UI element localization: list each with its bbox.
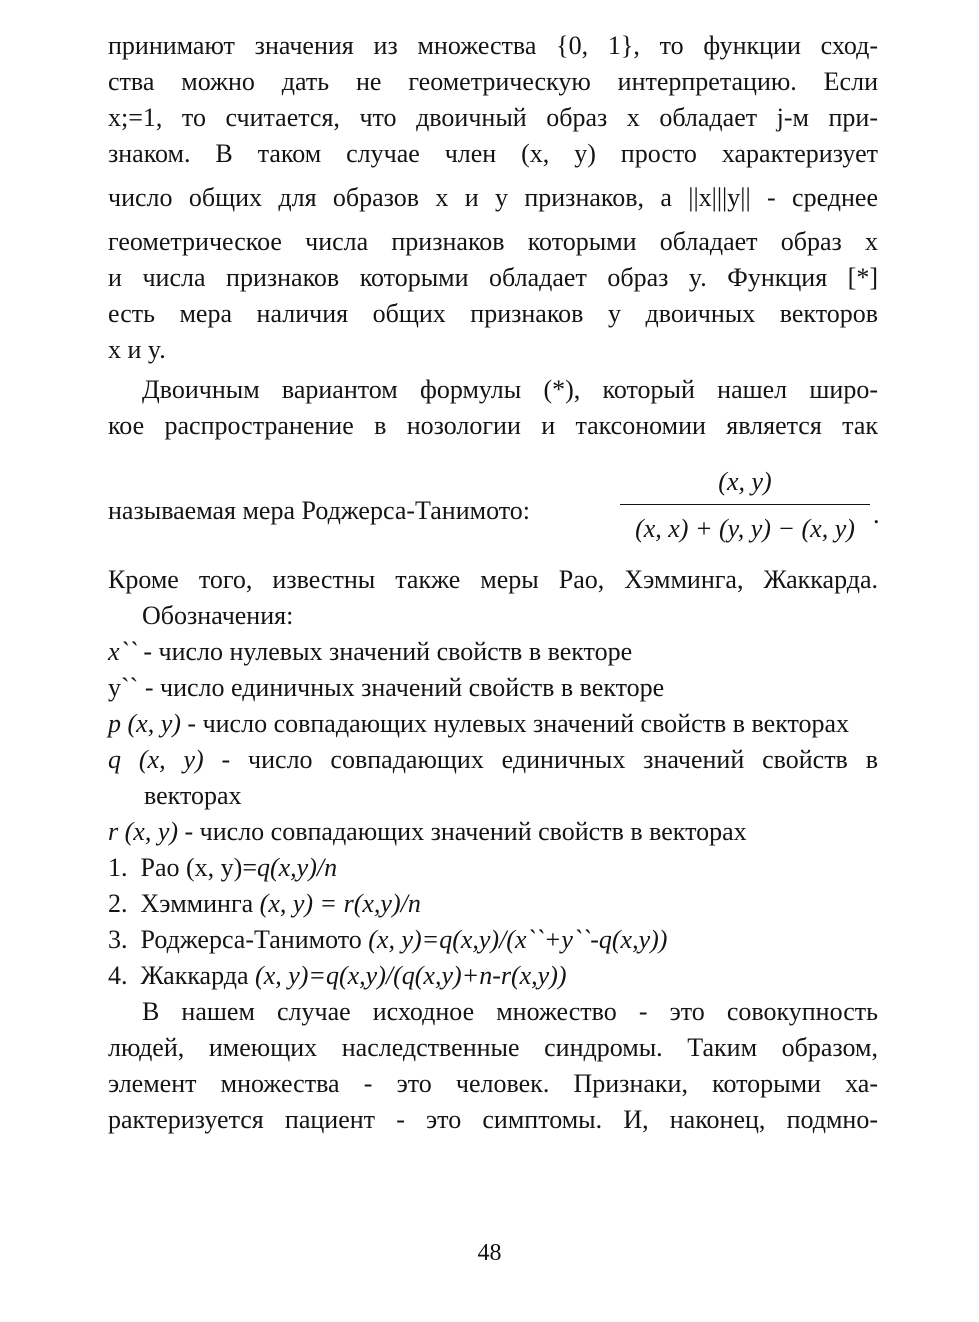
measure-item	[108, 922, 878, 958]
measure-name: Хэмминга	[140, 889, 260, 918]
measure-item	[108, 958, 878, 994]
measure-expression: (x, y)=q(x,y)/(x``+y``-q(x,y))	[368, 925, 668, 954]
definition-item	[108, 706, 878, 742]
definition-item	[108, 814, 878, 850]
definition-text: - число единичных значений свойств в векторе	[138, 673, 665, 702]
definition-item	[108, 634, 878, 670]
definition-text: - число совпадающих значений свойств в векторах	[178, 817, 747, 846]
measure-expression: (x, y)=q(x,y)/(q(x,y)+n-r(x,y))	[255, 961, 567, 990]
paragraph-top	[108, 28, 878, 444]
text-line: В нашем случае исходное множество - это совокупность	[142, 997, 878, 1026]
measure-name: Рао (x, y)=	[140, 853, 257, 882]
text-line: элемент множества - это человек. Признаки, которыми ха-	[108, 1069, 878, 1098]
measure-expression: q(x,y)/n	[256, 853, 338, 882]
measure-item	[108, 886, 878, 922]
definition-symbol: p (x, y)	[108, 709, 181, 738]
definition-text: - число нулевых значений свойств в векторе	[136, 637, 633, 666]
text-line: Кроме того, известны также меры Рао, Хэмминга, Жаккарда.	[108, 565, 878, 594]
text-line: Двоичным вариантом формулы (*), который нашел широ-	[142, 375, 878, 404]
definition-symbol: r (x, y)	[108, 817, 179, 846]
definition-item	[108, 742, 878, 814]
text-line: знаком. В таком случае член (x, y) просто характеризует	[108, 139, 878, 168]
measure-item	[108, 850, 878, 886]
text-line: рактеризуется пациент - это симптомы. И, наконец, подмно-	[108, 1105, 878, 1134]
fraction	[620, 462, 870, 549]
rogers-tanimoto-formula	[108, 462, 878, 562]
definition-symbol: x``	[108, 637, 137, 666]
text-line: x;=1, то считается, что двоичный образ x обладает j-м при-	[108, 103, 878, 132]
fraction-bar	[620, 504, 870, 505]
notation-title: Обозначения:	[142, 601, 294, 630]
measure-number: 4.	[108, 961, 128, 990]
text-line: кое распространение в нозологии и таксономии является так	[108, 411, 878, 440]
fraction-numerator: (x, y)	[718, 467, 772, 496]
formula-label: называемая мера Роджерса-Танимото:	[108, 496, 530, 525]
text-line: x и y.	[108, 335, 166, 364]
measure-expression: (x, y) = r(x,y)/n	[259, 889, 421, 918]
text-line: ства можно дать не геометрическую интерпретацию. Если	[108, 67, 878, 96]
text-line: принимают значения из множества {0, 1}, то функции сход-	[108, 31, 878, 60]
text-line: геометрическое числа признаков которыми обладает образ x	[108, 227, 878, 256]
text-line: и числа признаков которыми обладает образ y. Функция [*]	[108, 263, 878, 292]
paragraph-bottom	[108, 562, 878, 1138]
definition-symbol: q (x, y)	[108, 745, 204, 774]
fraction-denominator: (x, x) + (y, y) − (x, y)	[635, 514, 855, 543]
text-line: людей, имеющих наследственные синдромы. Таким образом,	[108, 1033, 878, 1062]
measure-number: 3.	[108, 925, 128, 954]
page-number: 48	[477, 1240, 502, 1266]
measure-number: 2.	[108, 889, 128, 918]
measure-number: 1.	[108, 853, 128, 882]
measure-name: Роджерса-Танимото	[140, 925, 369, 954]
definition-item	[108, 670, 878, 706]
definition-symbol: y``	[108, 673, 139, 702]
definition-text: - число совпадающих нулевых значений свойств в векторах	[180, 709, 850, 738]
definition-text: - число совпадающих единичных значений свойств в векторах	[144, 745, 878, 810]
formula-end: .	[873, 500, 880, 529]
measure-name: Жаккарда	[140, 961, 256, 990]
text-line: есть мера наличия общих признаков у двоичных векторов	[108, 299, 878, 328]
text-line: число общих для образов x и y признаков, а ||x|||y|| - среднее	[108, 183, 878, 212]
